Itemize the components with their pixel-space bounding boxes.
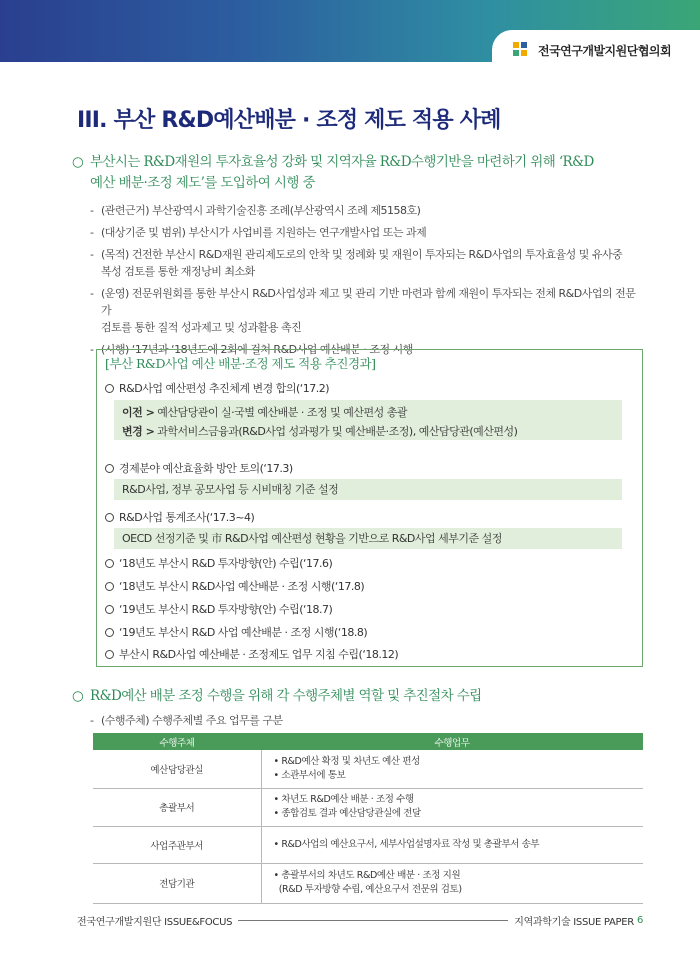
dash-list-2 [90, 712, 645, 734]
progress-box-title: [부산 R&D사업 예산 배분·조정 제도 적용 추진경과] [105, 356, 376, 371]
bullet-1-line-1: 부산시는 R&D재원의 투자효율성 강화 및 지역자율 R&D수행기반을 마련하기 위해 ‘R&D [90, 154, 594, 170]
table-cell-entity: 사업주관부서 [93, 826, 261, 863]
bullet-2 [72, 686, 642, 707]
circle-bullet: ○ [72, 154, 84, 170]
bullet-1 [72, 152, 642, 194]
table-cell-tasks: • R&D사업의 예산요구서, 세부사업설명자료 작성 및 총괄부서 송부 [261, 826, 643, 863]
circle-bullet-icon [105, 650, 114, 659]
progress-item: ‘19년도 부산시 R&D 사업 예산배분 · 조정 시행(‘18.8) [105, 624, 367, 640]
section-title: III. 부산 R&D예산배분 · 조정 제도 적용 사례 [77, 108, 501, 133]
dash-item-operation: - (운영) 전문위원회를 통한 부산시 R&D사업성과 제고 및 관리 기반 마련과 함께 재원이 투자되는 전체 R&D사업의 전문가 검토를 통한 질적 성과제고 및 성과활용 촉진 [90, 287, 636, 334]
progress-item: ‘18년도 부산시 R&D사업 예산배분 · 조정 시행(‘17.8) [105, 578, 364, 594]
circle-bullet-icon [105, 628, 114, 637]
table-header-tasks: 수행업무 [261, 733, 643, 750]
dash-item-purpose: - (목적) 건전한 부산시 R&D재원 관리제도로의 안착 및 정례화 및 재원이 투자되는 R&D사업의 투자효율성 및 유사중 복성 검토를 통한 재정낭비 최소화 [90, 248, 623, 278]
table-row [93, 788, 643, 826]
footer-divider [238, 920, 508, 921]
circle-bullet-icon [105, 605, 114, 614]
org-header-tab [492, 30, 700, 70]
circle-bullet-icon [105, 513, 114, 522]
dash-item-basis: - (관련근거) 부산광역시 과학기술진흥 조례(부산광역시 조례 제5158호) [90, 204, 421, 217]
table-cell-entity: 예산담당관실 [93, 750, 261, 788]
org-logo-icon [510, 39, 532, 61]
table-header-row [93, 733, 643, 750]
progress-item: 경제분야 예산효율화 방안 토의(‘17.3) [105, 460, 293, 476]
progress-item: 부산시 R&D사업 예산배분 · 조정제도 업무 지침 수립(‘18.12) [105, 646, 398, 662]
bullet-1-line-2: 예산 배분·조정 제도’를 도입하여 시행 중 [90, 175, 315, 191]
dash-item-scope: - (대상기준 및 범위) 부산시가 사업비를 지원하는 연구개발사업 또는 과제 [90, 226, 427, 239]
table-row [93, 863, 643, 903]
dash-item-actors: - (수행주체) 수행주체별 주요 업무를 구분 [90, 714, 283, 727]
progress-box [96, 349, 643, 667]
progress-item: R&D사업 예산편성 추진체계 변경 합의(‘17.2) [105, 380, 329, 396]
progress-item: R&D사업 통계조사(‘17.3~4) [105, 509, 254, 525]
circle-bullet-icon [105, 559, 114, 568]
footer-left-text: 전국연구개발지원단 ISSUE&FOCUS [77, 917, 233, 928]
dash-item-implementation: - (시행) ‘17년과 ‘18년도에 2회에 걸쳐 R&D사업 예산배분 · 조정 시행 [90, 343, 413, 356]
progress-item: ‘19년도 부산시 R&D 투자방향(안) 수립(‘18.7) [105, 601, 332, 617]
progress-item: ‘18년도 부산시 R&D 투자방향(안) 수립(‘17.6) [105, 555, 332, 571]
page-footer [77, 913, 643, 928]
circle-bullet-icon [105, 384, 114, 393]
table-row [93, 826, 643, 863]
footer-right-text: 지역과학기술 ISSUE PAPER [514, 917, 634, 928]
shade-change-detail: 이전 > 예산담당관이 실·국별 예산배분 · 조정 및 예산편성 총괄 변경 > 과학서비스금융과(R&D사업 성과평가 및 예산배분·조정), 예산담당관(예산편성) [114, 400, 622, 440]
table-row [93, 750, 643, 788]
table-cell-entity: 전담기관 [93, 863, 261, 903]
table-cell-tasks: • 차년도 R&D예산 배분 · 조정 수행 • 종합검토 결과 예산담당관실에 전달 [261, 788, 643, 826]
dash-list [90, 202, 645, 363]
circle-bullet-icon [105, 582, 114, 591]
role-table [93, 733, 643, 904]
circle-bullet-icon [105, 464, 114, 473]
circle-bullet: ○ [72, 688, 84, 704]
org-name: 전국연구개발지원단협의회 [538, 43, 672, 58]
table-cell-entity: 총괄부서 [93, 788, 261, 826]
shade-matching-criteria: R&D사업, 정부 공모사업 등 시비매칭 기준 설정 [114, 479, 622, 500]
table-cell-tasks: • R&D예산 확정 및 차년도 예산 편성 • 소관부서에 통보 [261, 750, 643, 788]
shade-detail-criteria: OECD 선정기준 및 市 R&D사업 예산편성 현황을 기반으로 R&D사업 세부기준 설정 [114, 528, 622, 549]
page-number: 6 [636, 915, 643, 926]
bullet-2-line-1: R&D예산 배분 조정 수행을 위해 각 수행주체별 역할 및 추진절차 수립 [90, 688, 482, 704]
table-cell-tasks: • 총괄부서의 차년도 R&D예산 배분 · 조정 지원 (R&D 투자방향 수립, 예산요구서 전문위 검토) [261, 863, 643, 903]
table-header-entity: 수행주체 [93, 733, 261, 750]
